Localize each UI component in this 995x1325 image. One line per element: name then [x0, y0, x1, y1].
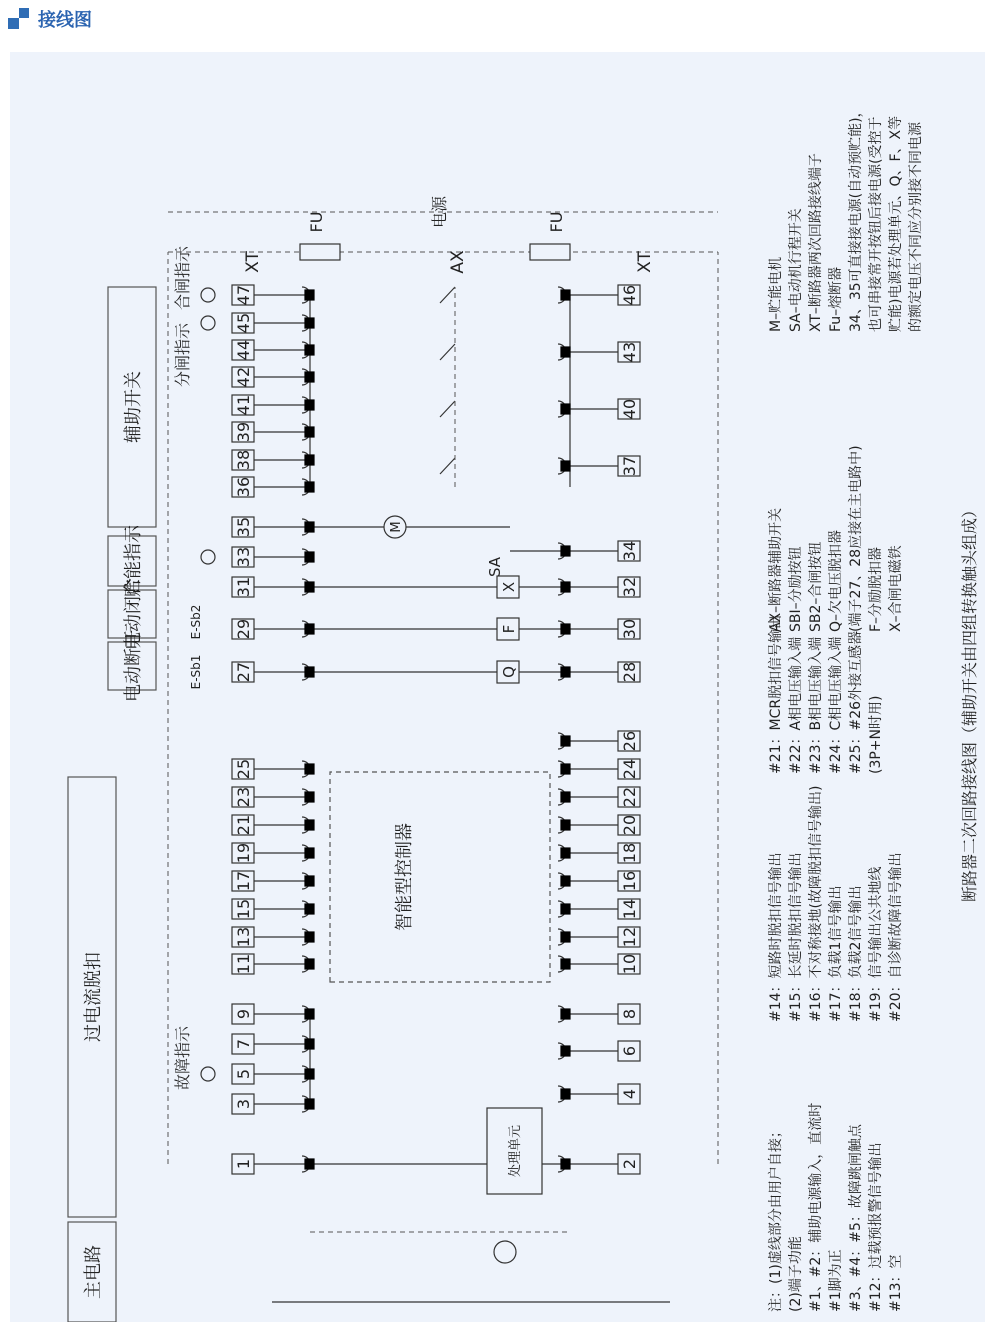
plug-bot-40-pin [561, 404, 570, 414]
note-line-1: (2)端子功能 [788, 1236, 804, 1312]
page-header [8, 6, 92, 32]
fault-indicator-lamp [201, 1067, 215, 1081]
sb2-label: E-Sb2 [189, 604, 203, 640]
xt-bottom-label: XT [635, 251, 655, 273]
terminal-top-11: 11 [234, 953, 253, 975]
terminal-top-25: 25 [234, 758, 253, 780]
plug-bot-14-pin [561, 904, 570, 914]
plug-bot-20-pin [561, 820, 570, 830]
plug-top-45-pin [305, 318, 314, 328]
fuse-left [300, 244, 340, 260]
blue-squares-icon [8, 8, 30, 30]
plug-top-21-pin [305, 820, 314, 830]
open-indicator-label: 分闸指示 [173, 322, 192, 387]
note-line-15: #22：A相电压输入端 [788, 636, 804, 774]
terminal-top-39: 39 [234, 421, 253, 443]
note-line-6: #13：空 [888, 1254, 904, 1312]
processing-unit-label: 处理单元 [508, 1124, 523, 1178]
note-line-31: 34、35可直接接电源(自动预贮能)， [848, 103, 864, 332]
ax-contact-3 [440, 287, 455, 303]
note-line-21: SBI–分励按钮 [788, 546, 804, 632]
page-title: 接线图 [38, 10, 92, 31]
plug-bot-6-pin [561, 1046, 570, 1056]
terminal-top-9: 9 [234, 1008, 253, 1020]
plug-bot-4-pin [561, 1089, 570, 1099]
terminal-bot-20: 20 [620, 814, 639, 836]
terminal-top-13: 13 [234, 926, 253, 948]
plug-top-29-pin [305, 624, 314, 634]
plug-top-47-pin [305, 290, 314, 300]
plug-top-17-pin [305, 876, 314, 886]
plug-bot-32-pin [561, 582, 570, 592]
note-line-26: X–合闸电磁铁 [888, 545, 904, 632]
plug-bot-16-pin [561, 876, 570, 886]
terminal-bot-8: 8 [620, 1008, 639, 1020]
plug-top-42-pin [305, 372, 314, 382]
plug-bot-22-pin [561, 792, 570, 802]
note-line-16: #23：B相电压输入端 [808, 636, 824, 774]
fuse-right [530, 244, 570, 260]
note-line-7: #14：短路时脱扣信号输出 [768, 852, 784, 1022]
note-line-30: Fu–熔断器 [828, 266, 844, 332]
note-line-32: 也可串接常开按钮后接电源(受控于 [868, 116, 884, 332]
terminal-bot-26: 26 [620, 730, 639, 752]
terminal-top-27: 27 [234, 661, 253, 683]
plug-top-25-pin [305, 764, 314, 774]
plug-top-38-pin [305, 455, 314, 465]
plug-top-44-pin [305, 345, 314, 355]
motor-m-label: M [389, 521, 404, 533]
plug-bot-10-pin [561, 959, 570, 969]
fu-right-label: FU [547, 211, 566, 233]
terminal-top-7: 7 [234, 1038, 253, 1050]
plug-top-9-pin [305, 1009, 314, 1019]
plug-top-7-pin [305, 1039, 314, 1049]
terminal-bot-12: 12 [620, 926, 639, 948]
plug-top-39-pin [305, 427, 314, 437]
note-line-13: #20：自诊断故障信号输出 [888, 852, 904, 1022]
note-line-22: SB2–合闸按钮 [808, 541, 824, 632]
plug-top-35-pin [305, 522, 314, 532]
terminal-top-41: 41 [234, 394, 253, 416]
terminal-top-15: 15 [234, 898, 253, 920]
close-indicator-lamp [201, 288, 215, 302]
plug-top-36-pin [305, 482, 314, 492]
plug-bot-43-pin [561, 347, 570, 357]
plug-top-11-pin [305, 959, 314, 969]
terminal-top-3: 3 [234, 1098, 253, 1110]
terminal-top-44: 44 [234, 339, 253, 361]
note-line-20: AX–断路器辅助开关 [768, 507, 784, 632]
ax-label: AX [448, 250, 468, 274]
plug-top-5-pin [305, 1069, 314, 1079]
plug-top-33-pin [305, 552, 314, 562]
group-label-motor_open: 电动断开 [123, 630, 144, 702]
note-line-0: 注：(1)虚线部分由用户自接； [768, 1124, 784, 1312]
terminal-top-33: 33 [234, 546, 253, 568]
plug-bot-28-pin [561, 667, 570, 677]
group-label-energy_store: 贮能指示 [123, 525, 144, 597]
plug-top-31-pin [305, 582, 314, 592]
terminal-bot-24: 24 [620, 758, 639, 780]
note-line-12: #19：信号输出公共地线 [868, 866, 884, 1022]
note-line-28: SA–电动机行程开关 [788, 208, 804, 332]
plug-top-1-pin [305, 1159, 314, 1169]
note-line-19: (3P+N时用) [868, 695, 884, 774]
terminal-bot-46: 46 [620, 284, 639, 306]
terminal-bot-37: 37 [620, 455, 639, 477]
note-line-2: #1、#2：辅助电源输入，直流时 [808, 1102, 824, 1312]
fault-indicator-label: 故障指示 [173, 1025, 192, 1090]
plug-top-3-pin [305, 1099, 314, 1109]
terminal-bot-43: 43 [620, 341, 639, 363]
terminal-top-45: 45 [234, 312, 253, 334]
close-indicator-label: 合闸指示 [173, 245, 192, 310]
terminal-top-38: 38 [234, 449, 253, 471]
device-label-box_x: X [500, 581, 518, 593]
note-line-24: (端子27、28应接在主电路中) [848, 445, 864, 632]
group-label-motor_close: 电动闭合 [123, 578, 144, 650]
terminal-bot-22: 22 [620, 786, 639, 808]
plug-top-19-pin [305, 848, 314, 858]
plug-bot-46-pin [561, 290, 570, 300]
terminal-top-21: 21 [234, 814, 253, 836]
note-line-17: #24：C相电压输入端 [828, 636, 844, 774]
note-line-25: F–分励脱扣器 [868, 546, 884, 632]
terminal-top-17: 17 [234, 870, 253, 892]
note-line-27: M–贮能电机 [768, 256, 784, 332]
note-line-3: #1脚为正 [828, 1249, 844, 1312]
terminal-top-42: 42 [234, 366, 253, 388]
terminal-bot-34: 34 [620, 540, 639, 562]
plug-bot-12-pin [561, 932, 570, 942]
terminal-top-31: 31 [234, 576, 253, 598]
group-label-main_circuit: 主电路 [83, 1245, 104, 1299]
plug-bot-37-pin [561, 461, 570, 471]
terminal-top-1: 1 [234, 1158, 253, 1170]
plug-top-13-pin [305, 932, 314, 942]
smart-controller-box [330, 772, 550, 982]
terminal-bot-4: 4 [620, 1088, 639, 1100]
power-label: 电源 [430, 195, 449, 229]
sa-label: SA [486, 556, 504, 578]
device-label-box_q: Q [500, 666, 518, 678]
energy-indicator-lamp [201, 550, 215, 564]
note-line-4: #3、#4：#5：故障跳闸触点 [848, 1124, 864, 1312]
plug-top-23-pin [305, 792, 314, 802]
plug-bot-24-pin [561, 764, 570, 774]
open-indicator-lamp [201, 316, 215, 330]
ax-contact-0 [440, 458, 455, 474]
note-line-11: #18：负载2信号输出 [848, 885, 864, 1022]
plug-bot-8-pin [561, 1009, 570, 1019]
note-line-23: Q–欠电压脱扣器 [828, 529, 844, 632]
terminal-bot-6: 6 [620, 1045, 639, 1057]
note-line-33: 贮能)电源若处理单元、Q、F、X等 [888, 115, 904, 332]
note-line-5: #12：过载预报警信号输出 [868, 1142, 884, 1312]
note-line-9: #16：不对称接地(故障脱扣信号输出) [808, 785, 824, 1022]
group-label-aux_switch: 辅助开关 [123, 371, 144, 443]
note-line-18: #25：#26外接互感器 [848, 630, 864, 774]
plug-bot-2-pin [561, 1159, 570, 1169]
plug-bot-26-pin [561, 736, 570, 746]
device-label-box_f: F [500, 624, 518, 634]
ax-contact-1 [440, 401, 455, 417]
plug-top-15-pin [305, 904, 314, 914]
terminal-top-23: 23 [234, 786, 253, 808]
terminal-top-5: 5 [234, 1068, 253, 1080]
terminal-bot-16: 16 [620, 870, 639, 892]
note-line-10: #17：负载1信号输出 [828, 885, 844, 1022]
wiring-diagram [10, 52, 985, 1322]
terminal-bot-32: 32 [620, 576, 639, 598]
group-label-overcurrent_release: 过电流脱扣 [83, 952, 104, 1042]
terminal-bot-14: 14 [620, 898, 639, 920]
terminal-bot-30: 30 [620, 618, 639, 640]
terminal-bot-18: 18 [620, 842, 639, 864]
xt-top-label: XT [243, 251, 263, 273]
terminal-top-35: 35 [234, 516, 253, 538]
plug-top-41-pin [305, 400, 314, 410]
ct-circle [494, 1241, 516, 1263]
terminal-bot-40: 40 [620, 398, 639, 420]
terminal-bot-28: 28 [620, 661, 639, 683]
diagram-caption: 断路器二次回路接线图（辅助开关由四组转换触头组成） [960, 501, 979, 903]
note-line-14: #21：MCR脱扣信号输出 [768, 614, 784, 774]
plug-bot-34-pin [561, 546, 570, 556]
note-line-29: XT–断路器两次回路接线端子 [808, 153, 824, 332]
terminal-top-47: 47 [234, 284, 253, 306]
terminal-top-36: 36 [234, 476, 253, 498]
terminal-top-29: 29 [234, 618, 253, 640]
terminal-bot-2: 2 [620, 1158, 639, 1170]
terminal-top-19: 19 [234, 842, 253, 864]
note-line-8: #15：长延时脱扣信号输出 [788, 852, 804, 1022]
plug-bot-18-pin [561, 848, 570, 858]
sb1-label: E-Sb1 [189, 654, 203, 690]
note-line-34: 的额定电压不同应分别接不同电源 [908, 122, 924, 332]
ax-contact-2 [440, 344, 455, 360]
smart-controller-label: 智能型控制器 [394, 823, 415, 931]
plug-top-27-pin [305, 667, 314, 677]
terminal-bot-10: 10 [620, 953, 639, 975]
plug-bot-30-pin [561, 624, 570, 634]
fu-left-label: FU [307, 211, 326, 233]
